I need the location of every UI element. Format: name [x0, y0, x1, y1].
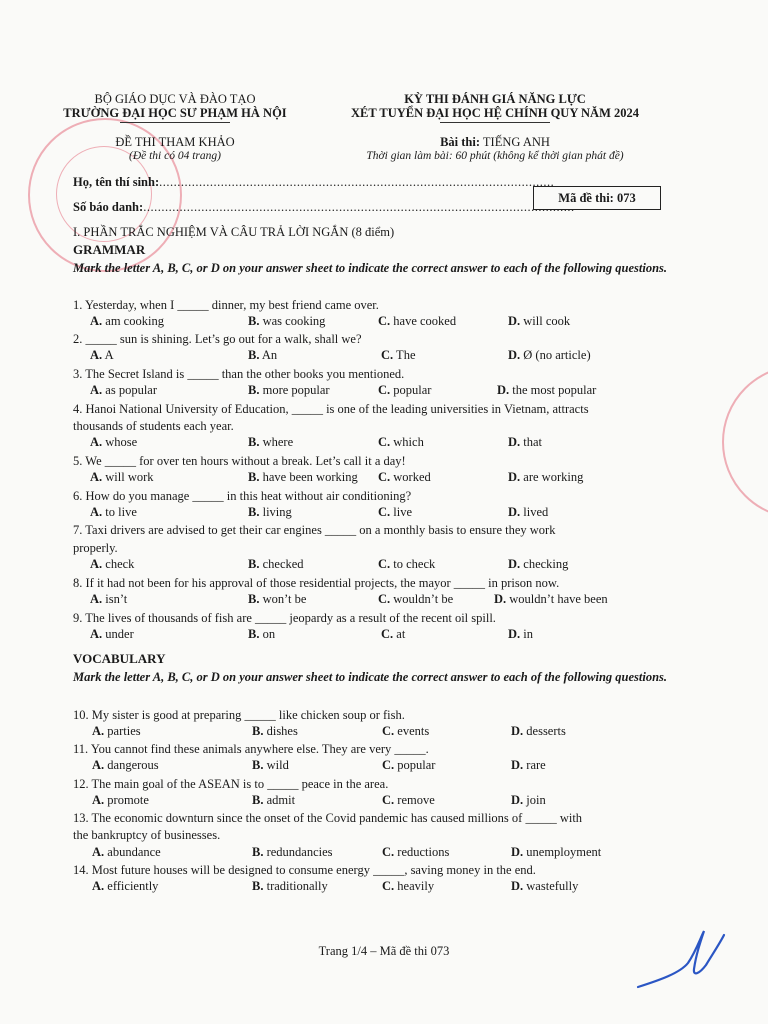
option-b[interactable]: B. An [248, 348, 278, 362]
option-a[interactable]: A. under [90, 627, 134, 641]
option-letter: C. [378, 470, 391, 484]
option-letter: B. [248, 348, 260, 362]
option-b[interactable]: B. on [248, 627, 276, 641]
option-letter: C. [378, 557, 391, 571]
option-letter: A. [90, 383, 103, 397]
exam-name-line2: XÉT TUYỂN ĐẠI HỌC HỆ CHÍNH QUY NĂM 2024 [351, 106, 639, 120]
option-letter: B. [248, 557, 260, 571]
option-letter: D. [508, 435, 521, 449]
option-letter: C. [382, 758, 395, 772]
option-a[interactable]: A. isn’t [90, 592, 128, 606]
option-letter: D. [511, 793, 524, 807]
option-letter: B. [248, 314, 260, 328]
option-b[interactable]: B. wild [252, 758, 289, 772]
option-letter: A. [90, 314, 103, 328]
option-a[interactable]: A. whose [90, 435, 138, 449]
option-letter: C. [381, 627, 394, 641]
option-letter: B. [252, 758, 264, 772]
option-a[interactable]: A. dangerous [92, 758, 159, 772]
option-letter: B. [248, 383, 260, 397]
option-letter: A. [90, 470, 103, 484]
option-d[interactable]: D. unemployment [511, 845, 602, 859]
question-stem: 4. Hanoi National University of Education, _____ is one of the leading universities in Vietnam, attracts [73, 402, 589, 416]
question-stem: 11. You cannot find these animals anywhere else. They are very _____. [73, 742, 429, 756]
option-a[interactable]: A. to live [90, 505, 137, 519]
exam-code-box: Mã đề thi: 073 [533, 186, 661, 210]
option-letter: A. [90, 592, 103, 606]
university-stamp-right [722, 365, 768, 519]
vocabulary-instruction: Mark the letter A, B, C, or D on your answer sheet to indicate the correct answer to each of the following questions. [73, 670, 668, 684]
option-c[interactable]: C. worked [378, 470, 431, 484]
question-stem: 5. We _____ for over ten hours without a break. Let’s call it a day! [73, 454, 406, 468]
option-letter: D. [511, 724, 524, 738]
option-letter: C. [378, 592, 391, 606]
option-d[interactable]: D. the most popular [497, 383, 597, 397]
option-c[interactable]: C. at [381, 627, 406, 641]
option-letter: A. [92, 793, 105, 807]
question-stem-continued: the bankruptcy of businesses. [73, 828, 221, 842]
option-letter: A. [90, 348, 103, 362]
option-d[interactable]: D. join [511, 793, 546, 807]
candidate-name-row [73, 175, 554, 190]
option-letter: D. [508, 627, 521, 641]
question-stem: 12. The main goal of the ASEAN is to _____ peace in the area. [73, 777, 389, 791]
option-letter: A. [92, 845, 105, 859]
option-letter: C. [382, 793, 395, 807]
question-stem: 14. Most future houses will be designed to consume energy _____, saving money in the end. [73, 863, 536, 877]
option-d[interactable]: D. in [508, 627, 534, 641]
page-count: (Đề thi có 04 trang) [129, 150, 221, 162]
option-a[interactable]: A. check [90, 557, 135, 571]
option-d[interactable]: D. wastefully [511, 879, 579, 893]
option-letter: D. [511, 845, 524, 859]
option-b[interactable]: B. won’t be [248, 592, 307, 606]
option-c[interactable]: C. The [381, 348, 416, 362]
option-c[interactable]: C. heavily [382, 879, 435, 893]
subject: TIẾNG ANH [482, 135, 550, 149]
candidate-name-dots: ............................................................................................................. [159, 175, 555, 189]
option-letter: C. [382, 724, 395, 738]
option-b[interactable]: B. admit [252, 793, 296, 807]
option-c[interactable]: C. remove [382, 793, 435, 807]
question-stem: 1. Yesterday, when I _____ dinner, my best friend came over. [73, 298, 379, 312]
option-d[interactable]: D. will cook [508, 314, 571, 328]
option-b[interactable]: B. dishes [252, 724, 298, 738]
ministry-name: BỘ GIÁO DỤC VÀ ĐÀO TẠO [94, 92, 256, 106]
header-right [330, 92, 660, 163]
option-a[interactable]: A. promote [92, 793, 149, 807]
option-letter: C. [382, 879, 395, 893]
option-letter: C. [381, 348, 394, 362]
option-letter: B. [252, 845, 264, 859]
option-c[interactable]: C. to check [378, 557, 436, 571]
option-d[interactable]: D. checking [508, 557, 569, 571]
option-letter: D. [508, 557, 521, 571]
option-letter: C. [378, 383, 391, 397]
option-a[interactable]: A. efficiently [92, 879, 159, 893]
option-b[interactable]: B. checked [248, 557, 304, 571]
question-stem: 3. The Secret Island is _____ than the other books you mentioned. [73, 367, 405, 381]
grammar-title: GRAMMAR [73, 242, 146, 257]
option-c[interactable]: C. popular [382, 758, 436, 772]
candidate-name-label: Họ, tên thí sinh: [73, 175, 160, 189]
option-d[interactable]: D. lived [508, 505, 549, 519]
header-rule [120, 122, 230, 123]
option-letter: C. [378, 314, 391, 328]
candidate-id-label: Số báo danh: [73, 200, 144, 214]
vocabulary-title: VOCABULARY [73, 651, 166, 666]
option-letter: A. [90, 627, 103, 641]
question-stem: 8. If it had not been for his approval of those residential projects, the mayor _____ in prison now. [73, 576, 560, 590]
option-letter: D. [497, 383, 510, 397]
option-a[interactable]: A. as popular [90, 383, 158, 397]
option-b[interactable]: B. was cooking [248, 314, 326, 328]
option-a[interactable]: A. parties [92, 724, 141, 738]
grammar-instruction: Mark the letter A, B, C, or D on your answer sheet to indicate the correct answer to each of the following questions. [73, 261, 668, 275]
question-stem: 6. How do you manage _____ in this heat without air conditioning? [73, 489, 412, 503]
option-d[interactable]: D. rare [511, 758, 546, 772]
option-b[interactable]: B. redundancies [252, 845, 333, 859]
option-a[interactable]: A. will work [90, 470, 154, 484]
option-letter: C. [378, 435, 391, 449]
option-c[interactable]: C. reductions [382, 845, 450, 859]
candidate-id-dots: ....................................................................................................................... [143, 200, 575, 214]
option-letter: D. [511, 758, 524, 772]
option-letter: D. [508, 314, 521, 328]
option-letter: D. [494, 592, 507, 606]
option-c[interactable]: C. live [378, 505, 413, 519]
option-d[interactable]: D. are working [508, 470, 584, 484]
option-letter: A. [90, 435, 103, 449]
option-a[interactable]: A. abundance [92, 845, 161, 859]
option-letter: B. [248, 627, 260, 641]
question-stem: 2. _____ sun is shining. Let’s go out for a walk, shall we? [73, 332, 362, 346]
exam-type: ĐỀ THI THAM KHẢO [115, 135, 235, 149]
option-letter: B. [252, 724, 264, 738]
option-letter: D. [508, 470, 521, 484]
option-c[interactable]: C. events [382, 724, 430, 738]
option-letter: B. [252, 793, 264, 807]
question-stem-continued: thousands of students each year. [73, 419, 234, 433]
exam-name-line1: KỲ THI ĐÁNH GIÁ NĂNG LỰC [404, 92, 586, 106]
option-letter: B. [248, 470, 260, 484]
duration: Thời gian làm bài: 60 phút (không kể thời gian phát đề) [366, 150, 624, 162]
part1-title: I. PHẦN TRẮC NGHIỆM VÀ CÂU TRẢ LỜI NGẮN (8 điểm) [73, 225, 395, 239]
option-c[interactable]: C. have cooked [378, 314, 457, 328]
option-letter: B. [248, 505, 260, 519]
option-b[interactable]: B. more popular [248, 383, 330, 397]
question-stem-continued: properly. [73, 541, 118, 555]
option-b[interactable]: B. have been working [248, 470, 358, 484]
option-a[interactable]: A. A [90, 348, 114, 362]
option-letter: A. [92, 724, 105, 738]
question-stem: 10. My sister is good at preparing _____ like chicken soup or fish. [73, 708, 405, 722]
option-letter: A. [90, 557, 103, 571]
option-letter: B. [248, 592, 260, 606]
page-footer: Trang 1/4 – Mã đề thi 073 [318, 944, 450, 958]
question-stem: 7. Taxi drivers are advised to get their car engines _____ on a monthly basis to ensure they work [73, 523, 556, 537]
option-d[interactable]: D. Ø (no article) [508, 348, 591, 362]
option-letter: A. [92, 758, 105, 772]
option-d[interactable]: D. that [508, 435, 543, 449]
option-b[interactable]: B. where [248, 435, 294, 449]
option-d[interactable]: D. wouldn’t have been [494, 592, 608, 606]
option-b[interactable]: B. traditionally [252, 879, 328, 893]
option-letter: D. [511, 879, 524, 893]
subject-label: Bài thi: [440, 135, 480, 149]
option-c[interactable]: C. wouldn’t be [378, 592, 454, 606]
option-c[interactable]: C. popular [378, 383, 432, 397]
university-name: TRƯỜNG ĐẠI HỌC SƯ PHẠM HÀ NỘI [63, 106, 287, 120]
option-letter: A. [92, 879, 105, 893]
header-rule-right [440, 122, 550, 123]
question-stem: 9. The lives of thousands of fish are _____ jeopardy as a result of the recent oil spill. [73, 611, 496, 625]
option-letter: B. [248, 435, 260, 449]
option-letter: B. [252, 879, 264, 893]
option-a[interactable]: A. am cooking [90, 314, 164, 328]
question-stem: 13. The economic downturn since the onset of the Covid pandemic has caused millions of _____ with [73, 811, 583, 825]
option-d[interactable]: D. desserts [511, 724, 566, 738]
signature-mark [630, 925, 730, 995]
header-left [40, 92, 310, 163]
option-letter: C. [382, 845, 395, 859]
option-b[interactable]: B. living [248, 505, 292, 519]
option-letter: D. [508, 505, 521, 519]
option-letter: D. [508, 348, 521, 362]
option-c[interactable]: C. which [378, 435, 424, 449]
subject-line [330, 135, 660, 149]
option-letter: C. [378, 505, 391, 519]
candidate-id-row [73, 200, 575, 215]
option-letter: A. [90, 505, 103, 519]
